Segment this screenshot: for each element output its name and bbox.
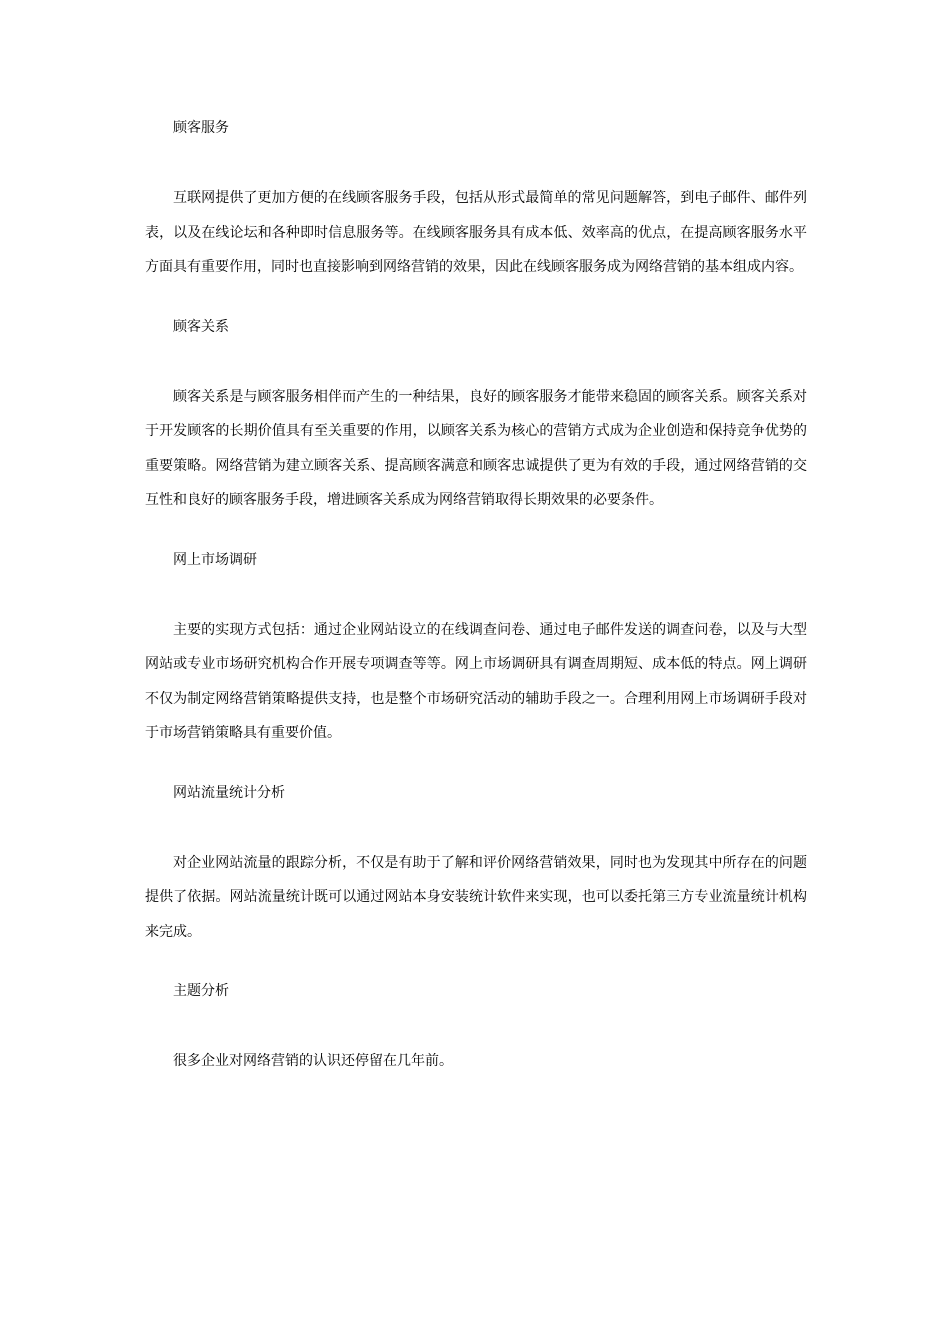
section-body-traffic-analysis: 对企业网站流量的跟踪分析，不仅是有助于了解和评价网络营销效果，同时也为发现其中所存在的问题提供了依据。网站流量统计既可以通过网站本身安装统计软件来实现，也可以委托第三方专业流量统计机构来完成。 <box>145 854 807 940</box>
section-body-topic-analysis: 很多企业对网络营销的认识还停留在几年前。 <box>173 1053 453 1069</box>
section-heading-customer-relations: 顾客关系 <box>173 318 229 335</box>
section-body-online-market-research: 主要的实现方式包括：通过企业网站设立的在线调查问卷、通过电子邮件发送的调查问卷，以及与大型网站或专业市场研究机构合作开展专项调查等等。网上市场调研具有调查周期短、成本低的特点。网上调研不仅为制定网络营销策略提供支持，也是整个市场研究活动的辅助手段之一。合理利用网上市场调研手段对于市场营销策略具有重要价值。 <box>145 621 807 741</box>
section-heading-traffic-analysis: 网站流量统计分析 <box>173 784 285 801</box>
section-body-customer-relations: 顾客关系是与顾客服务相伴而产生的一种结果，良好的顾客服务才能带来稳固的顾客关系。顾客关系对于开发顾客的长期价值具有至关重要的作用，以顾客关系为核心的营销方式成为企业创造和保持竞争优势的重要策略。网络营销为建立顾客关系、提高顾客满意和顾客忠诚提供了更为有效的手段，通过网络营销的交互性和良好的顾客服务手段，增进顾客关系成为网络营销取得长期效果的必要条件。 <box>145 388 807 508</box>
section-heading-online-market-research: 网上市场调研 <box>173 551 257 568</box>
section-heading-customer-service: 顾客服务 <box>173 120 229 136</box>
document-page <box>145 118 807 1079</box>
section-body-customer-service: 互联网提供了更加方便的在线顾客服务手段，包括从形式最简单的常见问题解答，到电子邮件、邮件列表，以及在线论坛和各种即时信息服务等。在线顾客服务具有成本低、效率高的优点，在提高顾客服务水平方面具有重要作用，同时也直接影响到网络营销的效果，因此在线顾客服务成为网络营销的基本组成内容。 <box>145 190 807 275</box>
section-heading-topic-analysis: 主题分析 <box>173 983 229 999</box>
